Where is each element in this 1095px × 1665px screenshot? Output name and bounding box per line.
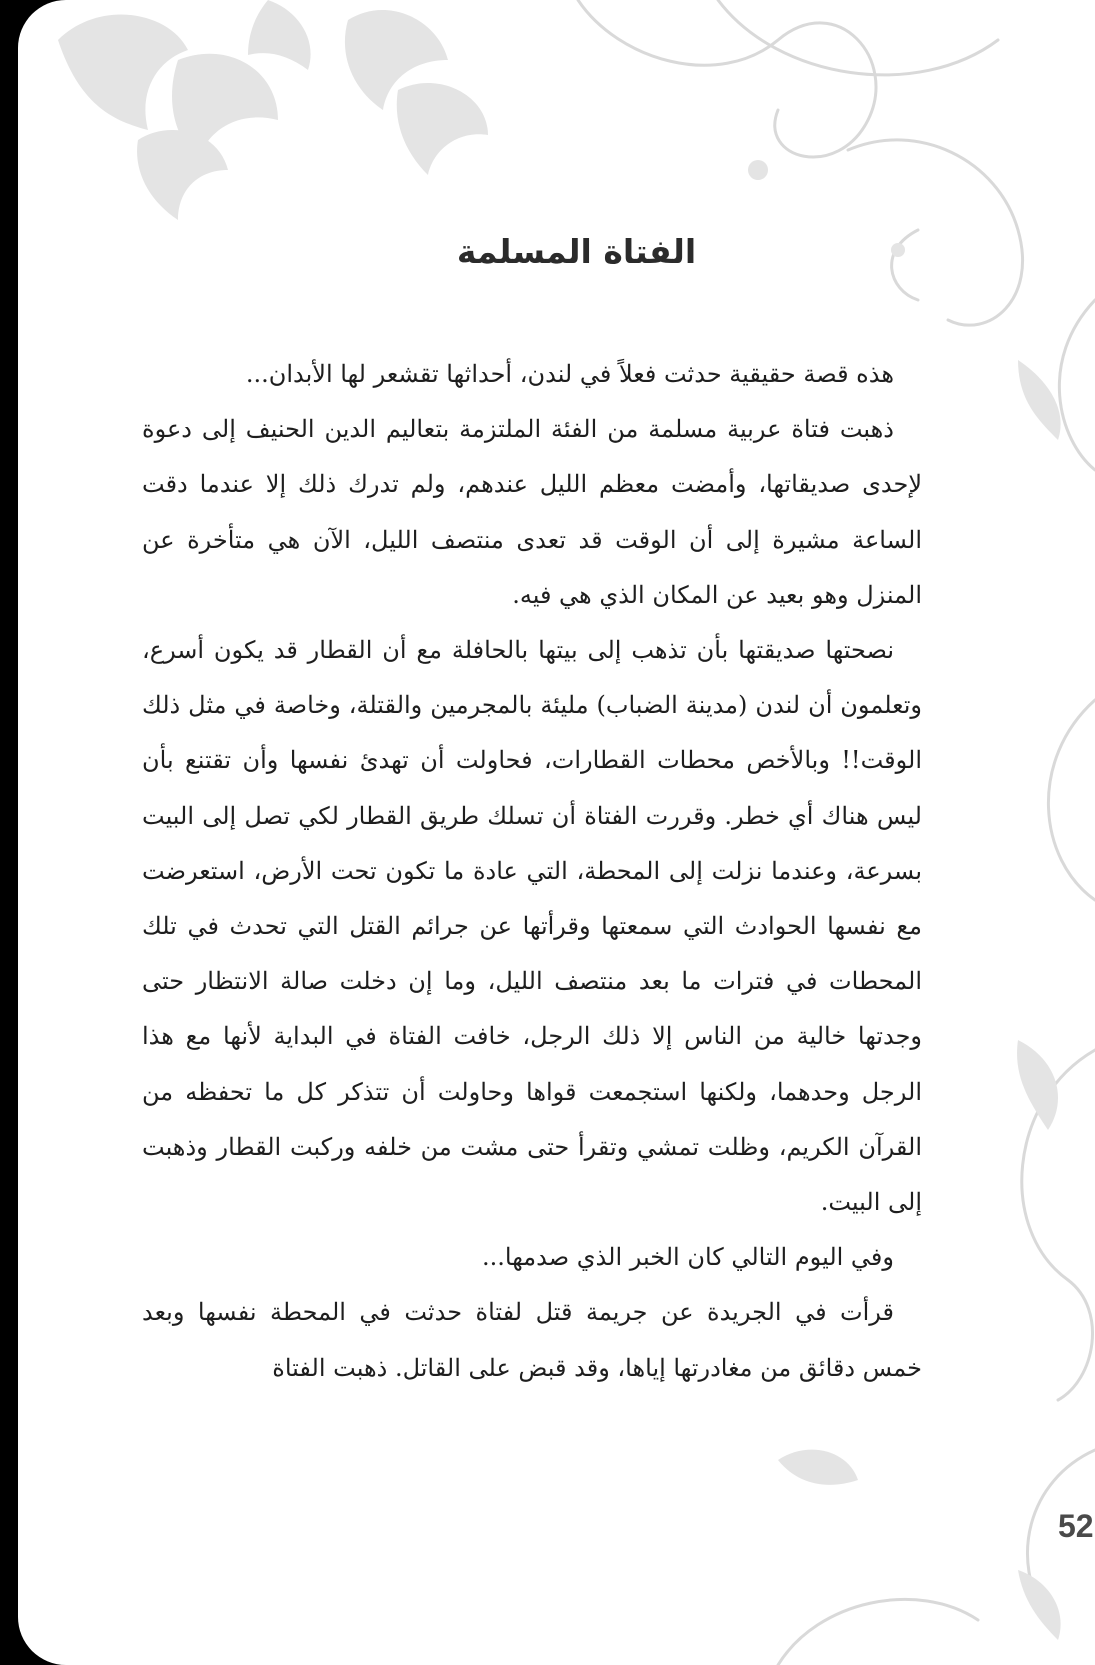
paragraph-train-station: نصحتها صديقتها بأن تذهب إلى بيتها بالحافلة مع أن القطار قد يكون أسرع، وتعلمون أن لندن (مدينة الضباب) مليئة بالمجرمين والقتلة، وخاصة في مثل ذلك الوقت!! وبالأخص محطات القطارات، فحاولت أن تهدئ نفسها وأن تقتنع بأن ليس هناك أي خطر. وقررت الفتاة أن تسلك طريق القطار لكي تصل إلى البيت بسرعة، وعندما نزلت إلى المحطة، التي عادة ما تكون تحت الأرض، استعرضت مع نفسها الحوادث التي سمعتها وقرأتها عن جرائم القتل التي تحدث في تلك المحطات في فترات ما بعد منتصف الليل، وما إن دخلت صالة الانتظار حتى وجدتها خالية من الناس إلا ذلك الرجل، خافت الفتاة في البداية لأنها مع هذا الرجل وحدهما، ولكنها استجمعت قواها وحاولت أن تتذكر كل ما تحفظه من القرآن الكريم، وظلت تمشي وتقرأ حتى مشت من خلفه وركبت القطار وذهبت إلى البيت. <box>142 636 922 1217</box>
page-title: الفتاة المسلمة <box>456 232 697 271</box>
story-body <box>142 347 922 1396</box>
paragraph-visit: ذهبت فتاة عربية مسلمة من الفئة الملتزمة بتعاليم الدين الحنيف إلى دعوة لإحدى صديقاتها، وأمضت معظم الليل عندهم، ولم تدرك ذلك إلا عندما دقت الساعة مشيرة إلى أن الوقت قد تعدى منتصف الليل، الآن هي متأخرة عن المنزل وهو بعيد عن المكان الذي هي فيه. <box>142 415 922 609</box>
book-page <box>18 0 1095 1665</box>
paragraph-intro: هذه قصة حقيقية حدثت فعلاً في لندن، أحداثها تقشعر لها الأبدان... <box>245 360 894 388</box>
paragraph-newspaper: قرأت في الجريدة عن جريمة قتل لفتاة حدثت في المحطة نفسها وبعد خمس دقائق من مغادرتها إياها، وقد قبض على القاتل. ذهبت الفتاة <box>142 1298 922 1382</box>
paragraph-next-day: وفي اليوم التالي كان الخبر الذي صدمها... <box>482 1243 894 1272</box>
page-number: 52 <box>1058 1508 1094 1544</box>
